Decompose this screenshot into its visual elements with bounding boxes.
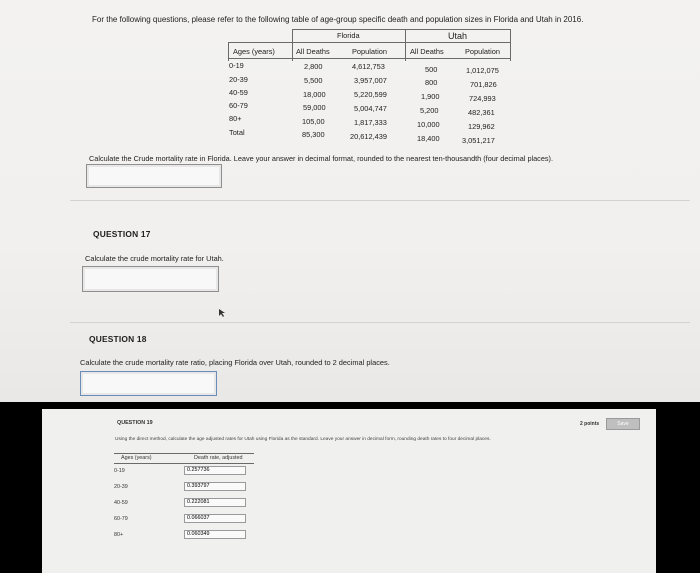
q18-answer-input[interactable] xyxy=(80,371,217,396)
table-cell: 4,612,753 xyxy=(352,62,385,71)
table-cell: 1,817,333 xyxy=(354,118,387,127)
table-rule xyxy=(114,463,254,464)
question-divider xyxy=(70,200,690,201)
table-rule xyxy=(405,29,406,61)
table-cell: 5,004,747 xyxy=(354,104,387,113)
table-cell: 3,051,217 xyxy=(462,136,495,145)
q17-heading: QUESTION 17 xyxy=(93,229,151,239)
table-cell: 40-59 xyxy=(229,88,248,97)
table-rule xyxy=(228,58,510,59)
table-cell: 60-79 xyxy=(229,101,248,110)
age-label: 40-59 xyxy=(114,500,128,506)
col-header: Ages (years) xyxy=(233,47,275,56)
florida-header: Florida xyxy=(337,31,360,40)
table-cell: 1,900 xyxy=(421,92,440,101)
q18-prompt: Calculate the crude mortality rate ratio, placing Florida over Utah, rounded to 2 decimal places. xyxy=(80,358,390,367)
col-header: Population xyxy=(352,47,387,56)
age-label: 60-79 xyxy=(114,516,128,522)
adjusted-rate-input[interactable] xyxy=(184,482,246,491)
intro-text: For the following questions, please refer to the following table of age-group specific death and population sizes in Florida and Utah in 2016. xyxy=(92,15,584,24)
table-rule xyxy=(114,453,254,454)
table-cell: 18,000 xyxy=(303,90,326,99)
col-header: Ages (years) xyxy=(121,455,152,461)
table-cell: 1,012,075 xyxy=(466,66,499,75)
save-answer-button[interactable]: Save xyxy=(606,418,640,430)
table-cell: 5,200 xyxy=(420,106,439,115)
utah-header: Utah xyxy=(448,31,468,41)
q17-prompt: Calculate the crude mortality rate for Utah. xyxy=(85,254,224,263)
age-label: 80+ xyxy=(114,532,124,538)
age-label: 0-19 xyxy=(114,468,125,474)
q17-answer-input[interactable] xyxy=(82,266,219,292)
col-header: Population xyxy=(465,47,500,56)
col-header: Death rate, adjusted xyxy=(194,455,243,461)
table-cell: 18,400 xyxy=(417,134,440,143)
table-cell: 500 xyxy=(425,65,438,74)
table-cell: 2,800 xyxy=(304,62,323,71)
mouse-cursor-icon xyxy=(217,308,227,318)
table-cell: 482,361 xyxy=(468,108,495,117)
table-rule xyxy=(292,29,293,61)
table-cell: 20-39 xyxy=(229,75,248,84)
table-cell: 85,300 xyxy=(302,130,325,139)
table-cell: 724,993 xyxy=(469,94,496,103)
bottom-screen xyxy=(42,409,656,573)
table-cell: 59,000 xyxy=(303,103,326,112)
table-cell: 10,000 xyxy=(417,120,440,129)
table-rule xyxy=(292,29,510,30)
table-cell: 5,500 xyxy=(304,76,323,85)
q19-instructions: Using the direct method, calculate the age adjusted rates for Utah using Florida as the standard. Leave your answer in decimal form, rounding death rates to four decimal places. xyxy=(115,437,491,442)
q16-prompt: Calculate the Crude mortality rate in Florida. Leave your answer in decimal format, rounded to the nearest ten-thousandth (four decimal places). xyxy=(89,154,553,163)
adjusted-rate-input[interactable] xyxy=(184,466,246,475)
table-cell: 800 xyxy=(425,78,438,87)
adjusted-rate-input[interactable] xyxy=(184,530,246,539)
table-cell: Total xyxy=(229,128,245,137)
age-label: 20-39 xyxy=(114,484,128,490)
col-header: All Deaths xyxy=(410,47,444,56)
table-cell: 80+ xyxy=(229,114,242,123)
table-cell: 0-19 xyxy=(229,61,244,70)
question-divider xyxy=(70,322,690,323)
points-label: 2 points xyxy=(580,421,600,427)
col-header: All Deaths xyxy=(296,47,330,56)
table-rule xyxy=(228,42,510,43)
table-cell: 5,220,599 xyxy=(354,90,387,99)
table-cell: 129,962 xyxy=(468,122,495,131)
table-cell: 701,826 xyxy=(470,80,497,89)
adjusted-rate-input[interactable] xyxy=(184,514,246,523)
table-cell: 20,612,439 xyxy=(350,132,387,141)
q19-heading: QUESTION 19 xyxy=(117,420,153,426)
table-rule xyxy=(510,29,511,61)
adjusted-rate-input[interactable] xyxy=(184,498,246,507)
table-cell: 3,957,007 xyxy=(354,76,387,85)
table-cell: 105,00 xyxy=(302,117,325,126)
q16-answer-input[interactable] xyxy=(86,164,222,188)
q18-heading: QUESTION 18 xyxy=(89,334,147,344)
